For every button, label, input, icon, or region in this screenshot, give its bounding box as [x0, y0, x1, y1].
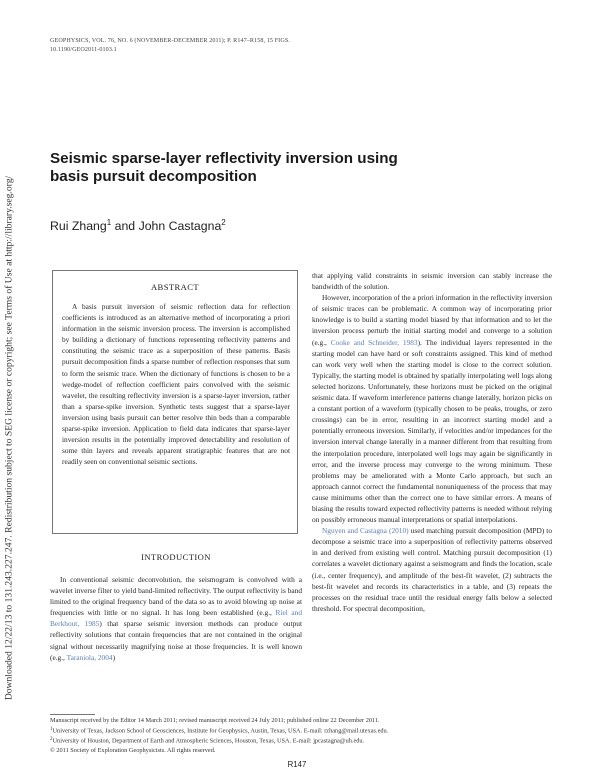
- page-number: R147: [287, 760, 307, 769]
- paragraph-text: ). The individual layers represented in the starting model can have hard or soft constraints assigned. This kind of method can work very well when the starting model is close to the correct solution. Typically, the starting model is obtained by spatially interpolating well logs along selected horizons. Unfortunately, these horizons must be picked on the original seismic data. If waveform interference patterns change laterally, horizon picks on a constant portion of a waveform (typically chosen to be peaks, troughs, or zero crossings) can be in error, resulting in an incorrect starting model and a potentially erroneous inversion. Similarly, if velocities and/or impedances for the inversion interval change laterally in a manner different from that resulting from the interpolation procedure, interpolated well logs may again be significantly in error, and the inverse process may converge to the wrong minimum. These problems may be ameliorated with a Monte Carlo approach, but such an approach cannot correct the fundamental nonuniqueness of the process that may cause minimums other than the correct one to have similar errors. A means of biasing the results toward expected reflectivity patterns is needed without relying on possibly erroneous manual interpretations or spatial interpolations.: [312, 337, 552, 525]
- copyright-notice: © 2011 Society of Exploration Geophysicists. All rights reserved.: [50, 746, 216, 754]
- journal-doi: 10.1190/GEO2011-0103.1: [50, 47, 117, 53]
- citation-link[interactable]: Riel and Berkhout, 1985: [50, 608, 302, 629]
- citation-link[interactable]: Nguyen and Castagna (2010): [322, 526, 409, 536]
- footnote-marker: 1: [50, 726, 53, 732]
- affiliation-marker: 2: [221, 218, 226, 227]
- paragraph-text: ): [112, 652, 116, 662]
- paragraph-text: used matching pursuit decomposition (MPD) to decompose a seismic trace into a superposition of reflectivity patterns observed in and derived from existing well control. Matching pursuit decomposition (1) correlates a wavelet dictionary against a seismogram and finds the location, scale (i.e., center frequency), and amplitude of the best-fit wavelet, (2) subtracts the best-fit wavelet and records its characteristics in a table, and (3) repeats the processes on the residual trace until the residual energy falls below a selected threshold. For spectral decomposition,: [312, 526, 553, 613]
- citation-link[interactable]: Cooke and Schneider, 1983: [330, 337, 418, 347]
- affiliation-footnote: [50, 736, 560, 746]
- footnote-text: University of Houston, Department of Earth and Atmospheric Sciences, Houston, Texas, USA. E-mail: jpcastagna@uh.edu.: [52, 737, 365, 745]
- affiliation-footnote: [50, 726, 560, 736]
- footnote-text: University of Texas, Jackson School of Geosciences, Institute for Geophysics, Austin, Texas, USA. E-mail: rzhang@mail.utexas.edu.: [52, 727, 389, 735]
- journal-header: [50, 37, 290, 55]
- paragraph: [312, 525, 552, 614]
- author-name: Rui Zhang: [50, 219, 107, 233]
- paragraph: that applying valid constraints in seismic inversion can stably increase the bandwidth of the solution.: [312, 271, 552, 292]
- manuscript-dates: Manuscript received by the Editor 14 March 2011; revised manuscript received 24 July 2011; published online 22 December 2011.: [50, 717, 380, 724]
- paragraph-text: ) that sparse seismic inversion methods can produce output reflectivity solutions that contain frequencies that are not contained in the original signal without necessarily magnifying noise at those frequencies. It is well known (e.g.,: [50, 619, 302, 662]
- abstract-text: A basis pursuit inversion of seismic reflection data for reflection coefficients is introduced as an alternative method of incorporating a priori information in the seismic inversion process. The inversion is accomplished by building a dictionary of functions representing reflectivity patterns and constituting the seismic trace as a superposition of these patterns. Basis pursuit decomposition finds a sparse number of reflection responses that sum to form the seismic trace. When the dictionary of functions is chosen to be a wedge-model of reflection coefficient pairs convolved with the seismic wavelet, the resulting reflectivity inversion is a sparse-layer inversion, rather than a sparse-spike inversion. Synthetic tests suggest that a sparse-layer inversion using basis pursuit can better resolve thin beds than a comparable sparse-spike inversion. Application to field data indicates that sparse-layer inversion results in the potentially improved detectability and resolution of some thin layers and reveals apparent stratigraphic features that are not readily seen on conventional seismic sections.: [62, 302, 290, 467]
- footnotes: [50, 717, 560, 756]
- download-notice: [1, 118, 17, 758]
- paragraph-text: In conventional seismic deconvolution, the seismogram is convolved with a wavelet inverse filter to yield band-limited reflectivity. The output reflectivity is band limited to the original frequency band of the data so as to avoid blowing up noise at frequencies with little or no signal. It has long been established (e.g.,: [50, 575, 302, 618]
- citation-link[interactable]: Taraniola, 2004: [66, 652, 113, 662]
- affiliation-marker: 1: [106, 218, 112, 227]
- journal-citation: GEOPHYSICS, VOL. 76, NO. 6 (NOVEMBER-DECEMBER 2011); P. R147–R158, 15 FIGS.: [50, 38, 290, 44]
- author-separator: and: [111, 219, 139, 233]
- abstract-heading: ABSTRACT: [150, 282, 200, 292]
- footnote-divider: [50, 714, 95, 715]
- author-name: John Castagna: [138, 219, 222, 233]
- paragraph: [312, 292, 552, 525]
- paragraph: [50, 574, 302, 663]
- introduction-heading: INTRODUCTION: [141, 552, 211, 562]
- author-line: [50, 218, 226, 233]
- right-column: [312, 270, 552, 614]
- introduction-body: [50, 574, 302, 663]
- abstract-box: [52, 270, 298, 534]
- footnote-marker: 2: [50, 737, 53, 743]
- paragraph-text: However, incorporation of the a priori information in the reflectivity inversion of seismic traces can be problematic. A common way of incorporating prior knowledge is to build a starting model biased by that information and to let the inversion process perturb the initial starting model and converge to a solution (e.g.,: [312, 293, 552, 347]
- paper-title: Seismic sparse-layer reflectivity inversion using basis pursuit decomposition: [50, 150, 398, 185]
- download-notice-text: Downloaded 12/22/13 to 131.243.227.247. Redistribution subject to SEG license or copyright; see Terms of Use at http://library.seg.org/: [3, 175, 15, 701]
